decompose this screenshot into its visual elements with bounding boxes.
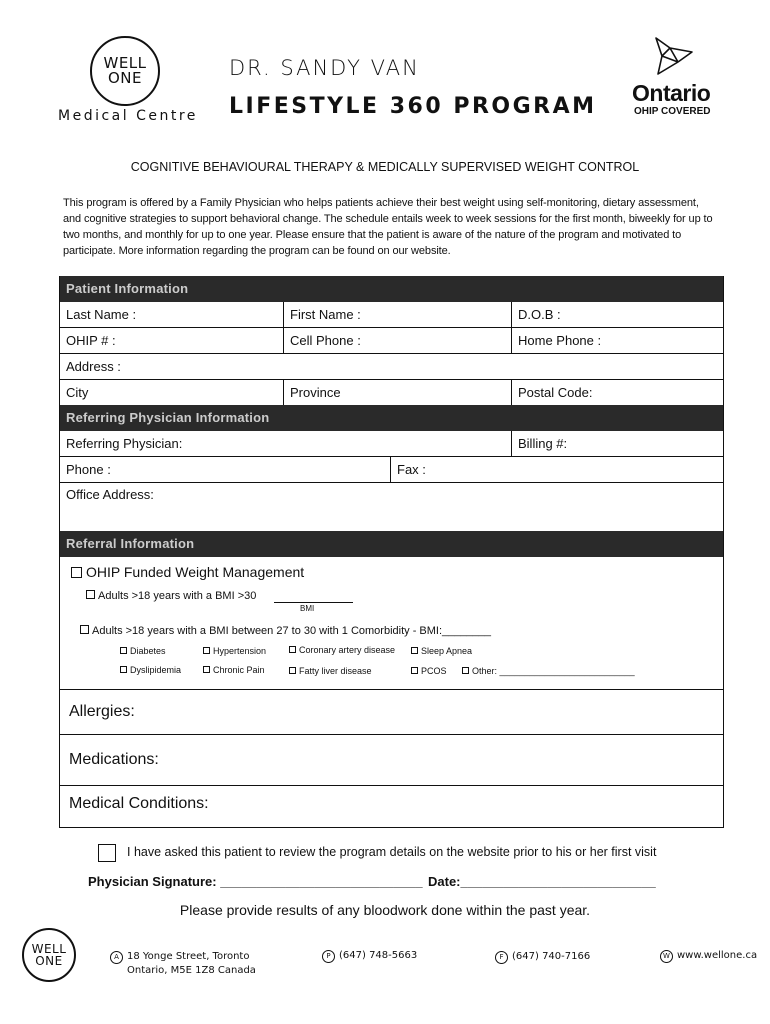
footer-logo <box>22 928 76 982</box>
phone-number: (647) 748-5663 <box>339 950 418 961</box>
bmi30-label: Adults >18 years with a BMI >30 <box>98 590 257 602</box>
fax-number: (647) 740-7166 <box>512 951 591 962</box>
footer-address <box>110 950 256 978</box>
bmi27-label: Adults >18 years with a BMI between 27 to 30 with 1 Comorbidity - BMI:________ <box>92 625 491 637</box>
postal-code-field[interactable]: Postal Code: <box>518 385 593 400</box>
address-icon: A <box>110 951 123 964</box>
ohip-funded-label: OHIP Funded Weight Management <box>86 564 305 580</box>
ontario-wordmark: Ontario <box>632 80 711 106</box>
date-field[interactable]: Date:___________________________ <box>428 874 656 889</box>
allergies-field[interactable]: Allergies: <box>69 703 135 720</box>
phone-field[interactable]: Phone : <box>60 457 391 482</box>
fax-icon: F <box>495 951 508 964</box>
ohip-funded-option[interactable] <box>71 564 304 580</box>
home-phone-field[interactable]: Home Phone : <box>518 333 602 348</box>
cell-phone-field[interactable]: Cell Phone : <box>284 328 512 353</box>
comorbidity-hypertension[interactable]: Hypertension <box>203 646 266 656</box>
trillium-icon <box>648 34 698 78</box>
physician-signature-field[interactable]: Physician Signature: ____________________________ <box>88 874 423 889</box>
comorbidity-coronary[interactable]: Coronary artery disease <box>289 645 395 655</box>
comorbidity-chronic-pain[interactable]: Chronic Pain <box>203 665 265 675</box>
footer-logo-line2: ONE <box>35 954 63 968</box>
footer-logo-line1: WELL <box>31 942 67 956</box>
consent-text: I have asked this patient to review the program details on the website prior to his or her first visit <box>127 845 657 859</box>
section-referring: Referring Physician Information <box>60 405 723 431</box>
province-field[interactable]: Province <box>284 380 512 405</box>
comorbidity-sleep-apnea[interactable]: Sleep Apnea <box>411 646 472 656</box>
consent-checkbox[interactable] <box>98 844 116 862</box>
referral-options <box>60 557 723 690</box>
logo-caption: Medical Centre <box>58 108 198 124</box>
comorbidity-diabetes[interactable]: Diabetes <box>120 646 166 656</box>
bmi30-option[interactable] <box>86 590 256 602</box>
address-line1: 18 Yonge Street, Toronto <box>127 951 250 962</box>
bmi30-checkbox[interactable] <box>86 590 95 599</box>
ohip-field[interactable]: OHIP # : <box>60 328 284 353</box>
phone-icon: P <box>322 950 335 963</box>
clinic-logo <box>90 36 160 106</box>
bmi-line[interactable] <box>274 602 353 603</box>
ohip-covered: OHIP COVERED <box>634 106 711 117</box>
comorbidity-fatty-liver[interactable]: Fatty liver disease <box>289 666 372 676</box>
logo-line1: WELL <box>103 54 147 72</box>
medical-conditions-field[interactable]: Medical Conditions: <box>69 795 209 812</box>
section-patient: Patient Information <box>60 276 723 302</box>
footer-website[interactable] <box>660 950 757 963</box>
office-address-field[interactable]: Office Address: <box>66 487 154 502</box>
fax-field[interactable]: Fax : <box>397 462 426 477</box>
referral-form <box>59 276 724 828</box>
intro-paragraph: This program is offered by a Family Physician who helps patients achieve their best weight using self-monitoring, dietary assessment, and cognitive strategies to support behavioral change. The schedule entails week to week sessions for the first month, biweekly for up to two months, and monthly for up to one year. Please ensure that the patient is aware of the nature of the program and motivated to participate. More information regarding the program can be found on our website. <box>63 197 713 257</box>
footer-fax <box>495 951 590 964</box>
billing-field[interactable]: Billing #: <box>518 436 568 451</box>
referring-physician-field[interactable]: Referring Physician: <box>60 431 512 456</box>
doctor-name: DR. SANDY VAN <box>229 56 420 80</box>
section-referral: Referral Information <box>60 531 723 557</box>
logo-line2: ONE <box>107 69 142 87</box>
ohip-funded-checkbox[interactable] <box>71 567 82 578</box>
medications-field[interactable]: Medications: <box>69 751 159 768</box>
website-link[interactable]: www.wellone.ca <box>677 950 758 961</box>
address-field[interactable]: Address : <box>66 359 121 374</box>
bmi-caption: BMI <box>300 604 315 613</box>
first-name-field[interactable]: First Name : <box>284 302 512 327</box>
bmi27-checkbox[interactable] <box>80 625 89 634</box>
bmi27-option[interactable] <box>80 625 491 637</box>
program-title: LIFESTYLE 360 PROGRAM <box>229 94 597 119</box>
last-name-field[interactable]: Last Name : <box>60 302 284 327</box>
comorbidity-dyslipidemia[interactable]: Dyslipidemia <box>120 665 181 675</box>
dob-field[interactable]: D.O.B : <box>518 307 561 322</box>
city-field[interactable]: City <box>60 380 284 405</box>
bloodwork-note: Please provide results of any bloodwork done within the past year. <box>179 902 591 918</box>
web-icon: W <box>660 950 673 963</box>
comorbidity-pcos[interactable]: PCOS <box>411 666 447 676</box>
subtitle: COGNITIVE BEHAVIOURAL THERAPY & MEDICALLY SUPERVISED WEIGHT CONTROL <box>130 160 640 174</box>
address-line2: Ontario, M5E 1Z8 Canada <box>127 965 256 976</box>
footer-phone <box>322 950 417 963</box>
comorbidity-other[interactable]: Other: ___________________________ <box>462 666 635 676</box>
